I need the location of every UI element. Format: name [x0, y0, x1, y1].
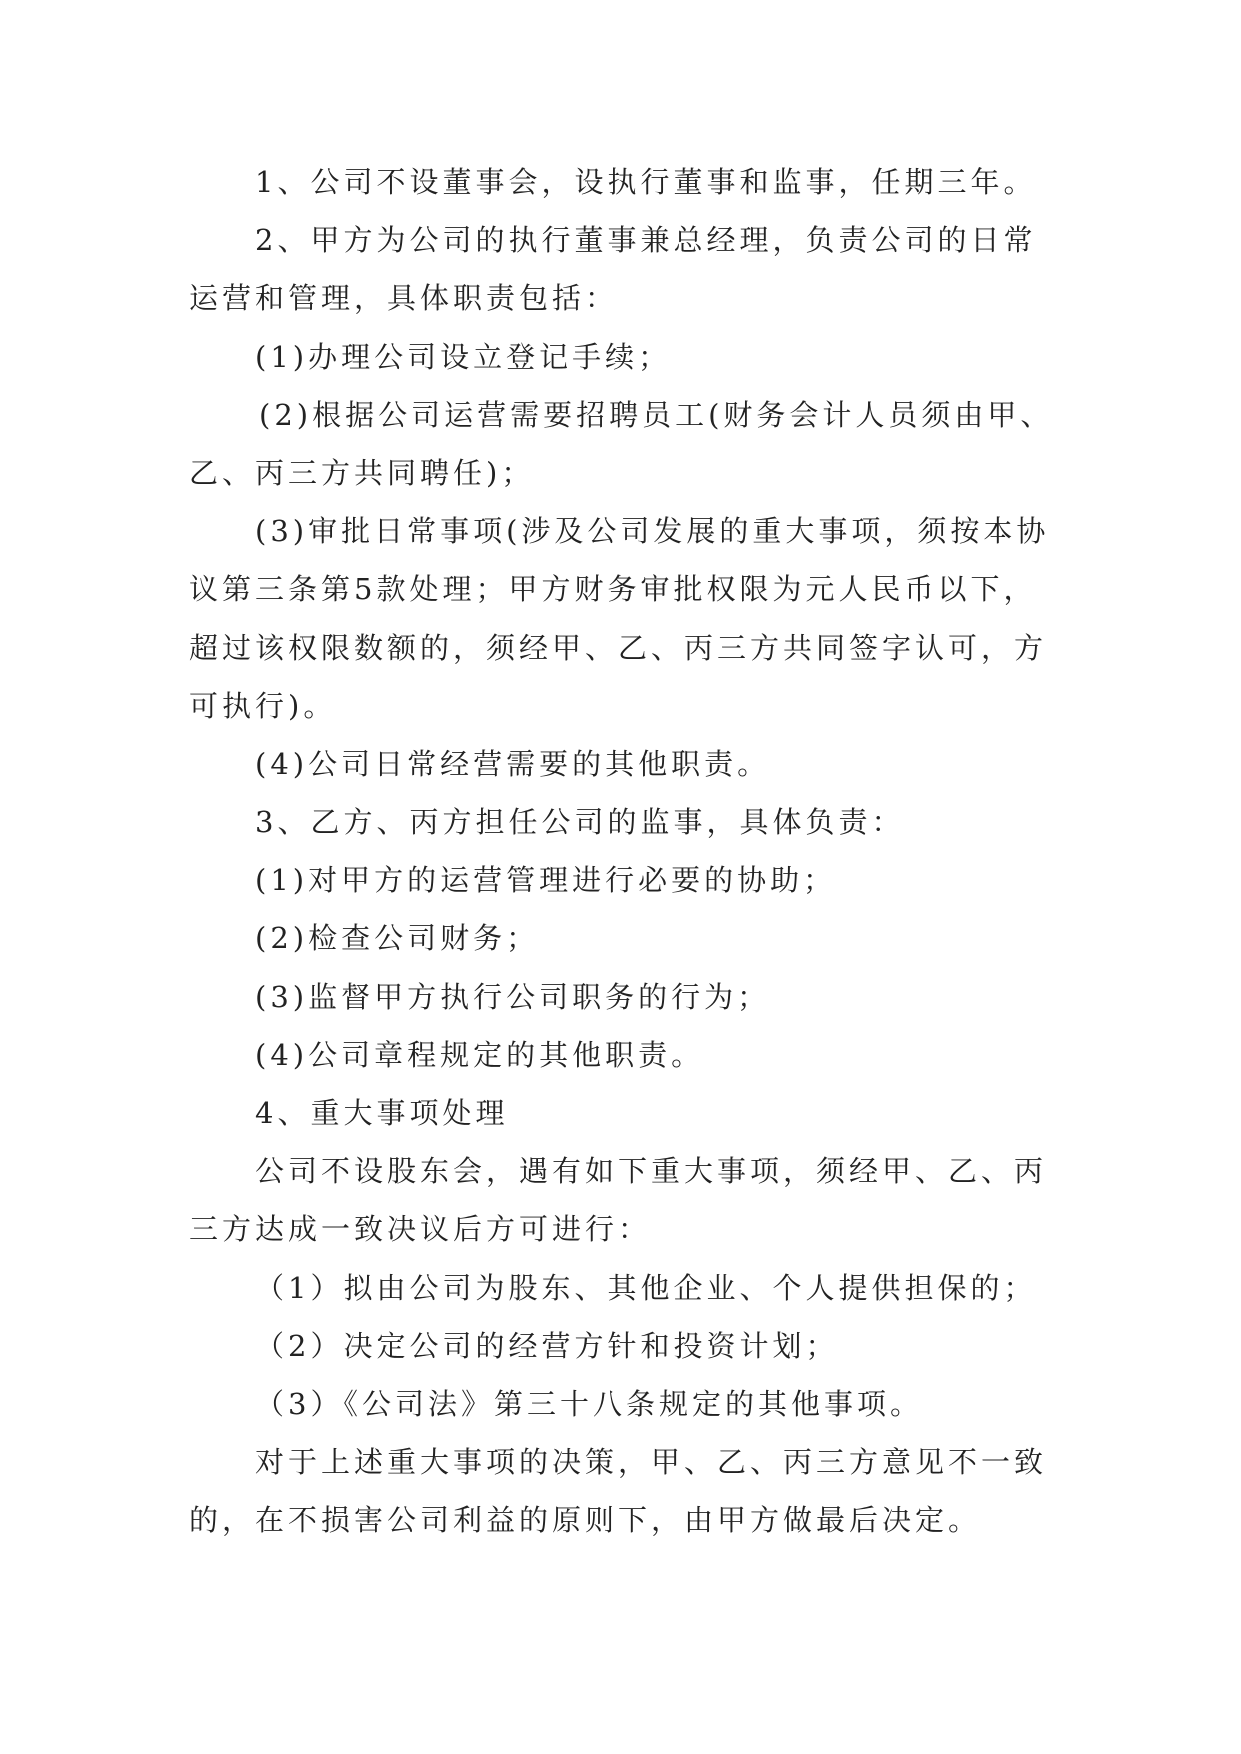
- list-item-line: （1）拟由公司为股东、其他企业、个人提供担保的；: [255, 1270, 1037, 1305]
- list-item-line: 乙、丙三方共同聘任)；: [189, 455, 535, 490]
- list-item-line: (3)监督甲方执行公司职务的行为；: [255, 979, 771, 1014]
- list-item-line: （2）决定公司的经营方针和投资计划；: [255, 1328, 839, 1363]
- paragraph-line: 2、甲方为公司的执行董事兼总经理，负责公司的日常: [255, 223, 1037, 258]
- list-item-line: (4)公司日常经营需要的其他职责。: [255, 746, 771, 781]
- list-item-line: (2)根据公司运营需要招聘员工(财务会计人员须由甲、: [259, 397, 1054, 432]
- list-item-line: 超过该权限数额的，须经甲、乙、丙三方共同签字认可，方: [189, 630, 1048, 665]
- paragraph-line: 对于上述重大事项的决策，甲、乙、丙三方意见不一致: [255, 1445, 1048, 1480]
- paragraph-line: 1、公司不设董事会，设执行董事和监事，任期三年。: [255, 165, 1037, 199]
- paragraph-line: 的，在不损害公司利益的原则下，由甲方做最后决定。: [189, 1503, 982, 1538]
- section-heading: 4、重大事项处理: [255, 1096, 509, 1130]
- list-item-line: 可执行)。: [189, 688, 337, 723]
- list-item-line: (4)公司章程规定的其他职责。: [255, 1037, 705, 1072]
- list-item-line: (3)审批日常事项(涉及公司发展的重大事项，须按本协: [255, 514, 1050, 549]
- paragraph-line: 3、乙方、丙方担任公司的监事，具体负责：: [255, 805, 905, 840]
- list-item-line: (1)办理公司设立登记手续；: [255, 339, 672, 374]
- list-item-line: （3）《公司法》第三十八条规定的其他事项。: [255, 1386, 923, 1421]
- list-item-line: 议第三条第5款处理；甲方财务审批权限为元人民币以下，: [189, 572, 1037, 607]
- document-body: [189, 153, 1055, 1550]
- list-item-line: (1)对甲方的运营管理进行必要的协助；: [255, 863, 837, 898]
- list-item-line: (2)检查公司财务；: [255, 921, 540, 956]
- paragraph-line: 公司不设股东会，遇有如下重大事项，须经甲、乙、丙: [255, 1154, 1048, 1189]
- paragraph-line: 三方达成一致决议后方可进行：: [189, 1212, 652, 1247]
- paragraph-line: 运营和管理，具体职责包括：: [189, 281, 619, 316]
